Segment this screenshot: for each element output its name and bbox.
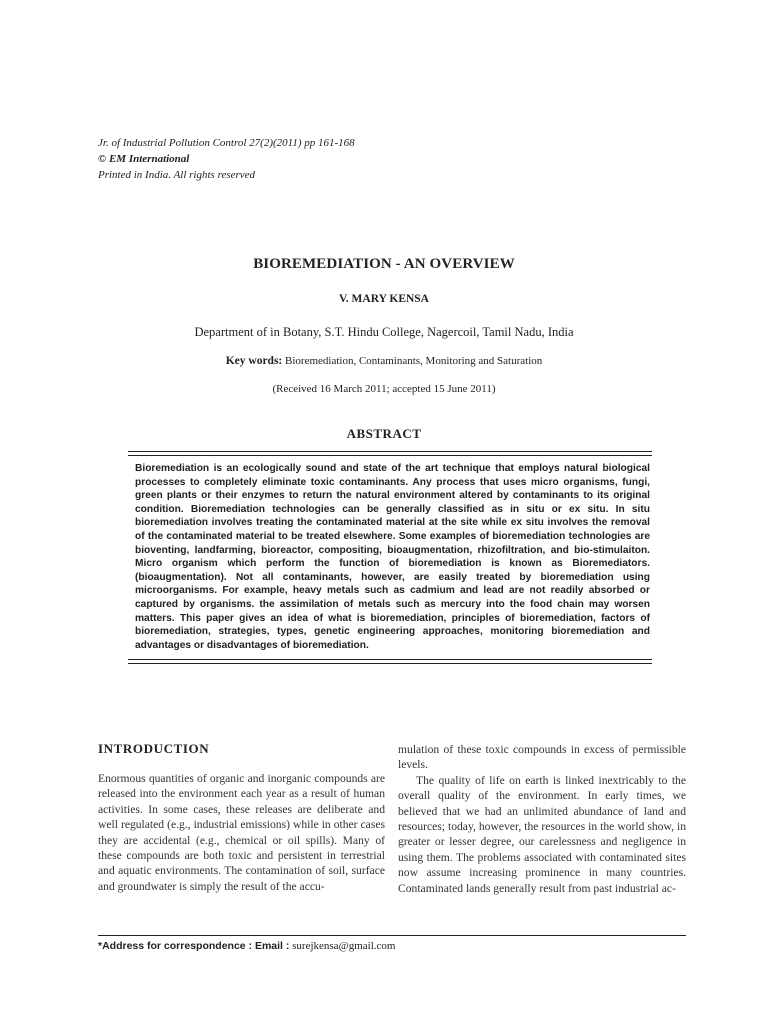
left-column (98, 771, 385, 894)
abstract-top-rule (128, 451, 652, 452)
abstract-bottom-rule (128, 659, 652, 660)
introduction-heading: INTRODUCTION (98, 741, 210, 756)
paper-title: BIOREMEDIATION - AN OVERVIEW (253, 256, 515, 272)
keywords-value: Bioremediation, Contaminants, Monitoring and Saturation (285, 355, 543, 367)
footnote-rule (98, 935, 686, 936)
intro-paragraph-2: The quality of life on earth is linked inextricably to the overall quality of the environment. In early times, we believed that we had an unlimited abundance of land and resources; today, however, the resources in the world show, in greater or lesser degree, our carelessness and negligence in using them. The problems associated with contaminated sites now assume increasing prominence in many countries. Contaminated lands generally result from past industrial ac- (398, 773, 686, 895)
intro-paragraph-1: Enormous quantities of organic and inorganic compounds are released into the environment each year as a result of human activities. In some cases, these releases are deliberate and well regulated (e.g., industrial emissions) while in other cases they are accidental (e.g., chemical or oil spills). Many of these compounds are both toxic and persistent in terrestrial and aquatic environments. The contamination of soil, surface and groundwater is simply the result of the accu- (98, 772, 385, 893)
abstract-heading: ABSTRACT (346, 426, 422, 441)
footnote-label: *Address for correspondence : Email : (98, 940, 290, 952)
publisher-copyright: © EM International (98, 153, 190, 165)
author-name: V. MARY KENSA (338, 293, 429, 305)
intro-paragraph-1-continued: mulation of these toxic compounds in excess of permissible levels. (398, 743, 686, 772)
keywords-label: Key words: (225, 355, 283, 367)
abstract-top-rule-inner (128, 455, 652, 456)
journal-citation (98, 135, 355, 183)
received-dates: (Received 16 March 2011; accepted 15 June 2011) (272, 383, 496, 395)
rights-notice: Printed in India. All rights reserved (98, 169, 256, 181)
correspondence-email: surejkensa@gmail.com (292, 940, 396, 952)
right-column (398, 742, 686, 896)
abstract-body: Bioremediation is an ecologically sound and state of the art technique that employs natural biological processes to completely eliminate toxic contaminants. Any process that uses micro organisms, fungi, green plants or their enzymes to return the natural environment altered by contaminants to its original condition. Bioremediation technologies can be generally classified as in situ or ex situ. In situ bioremediation involves treating the contaminated material at the site while ex situ involves the removal of the contaminated material to be treated elsewhere. Some examples of bioremediation technologies are bioventing, landfarming, bioreactor, compositing, bioaugmentation, rhizofiltration, and bio-stimulaiton. Micro organism which perform the function of bioremediation is known as Bioremediators. (bioaugmentation). Not all contaminants, however, are easily treated by bioremediation using microorganisms. For example, heavy metals such as cadmium and lead are not readily absorbed or captured by organisms. the assimilation of metals such as mercury into the food chain may worsen matters. This paper gives an idea of what is bioremediation, principles of bioremediation, factors of bioremediation, strategies, types, genetic engineering approaches, monitoring bioremediation and advantages or disadvantages of bioremediation. (135, 463, 650, 651)
journal-reference: Jr. of Industrial Pollution Control 27(2)(2011) pp 161-168 (98, 137, 355, 149)
keywords-line (0, 355, 768, 367)
correspondence-footnote (98, 940, 395, 952)
abstract-bottom-rule-inner (128, 663, 652, 664)
author-affiliation: Department of in Botany, S.T. Hindu College, Nagercoil, Tamil Nadu, India (194, 325, 574, 339)
